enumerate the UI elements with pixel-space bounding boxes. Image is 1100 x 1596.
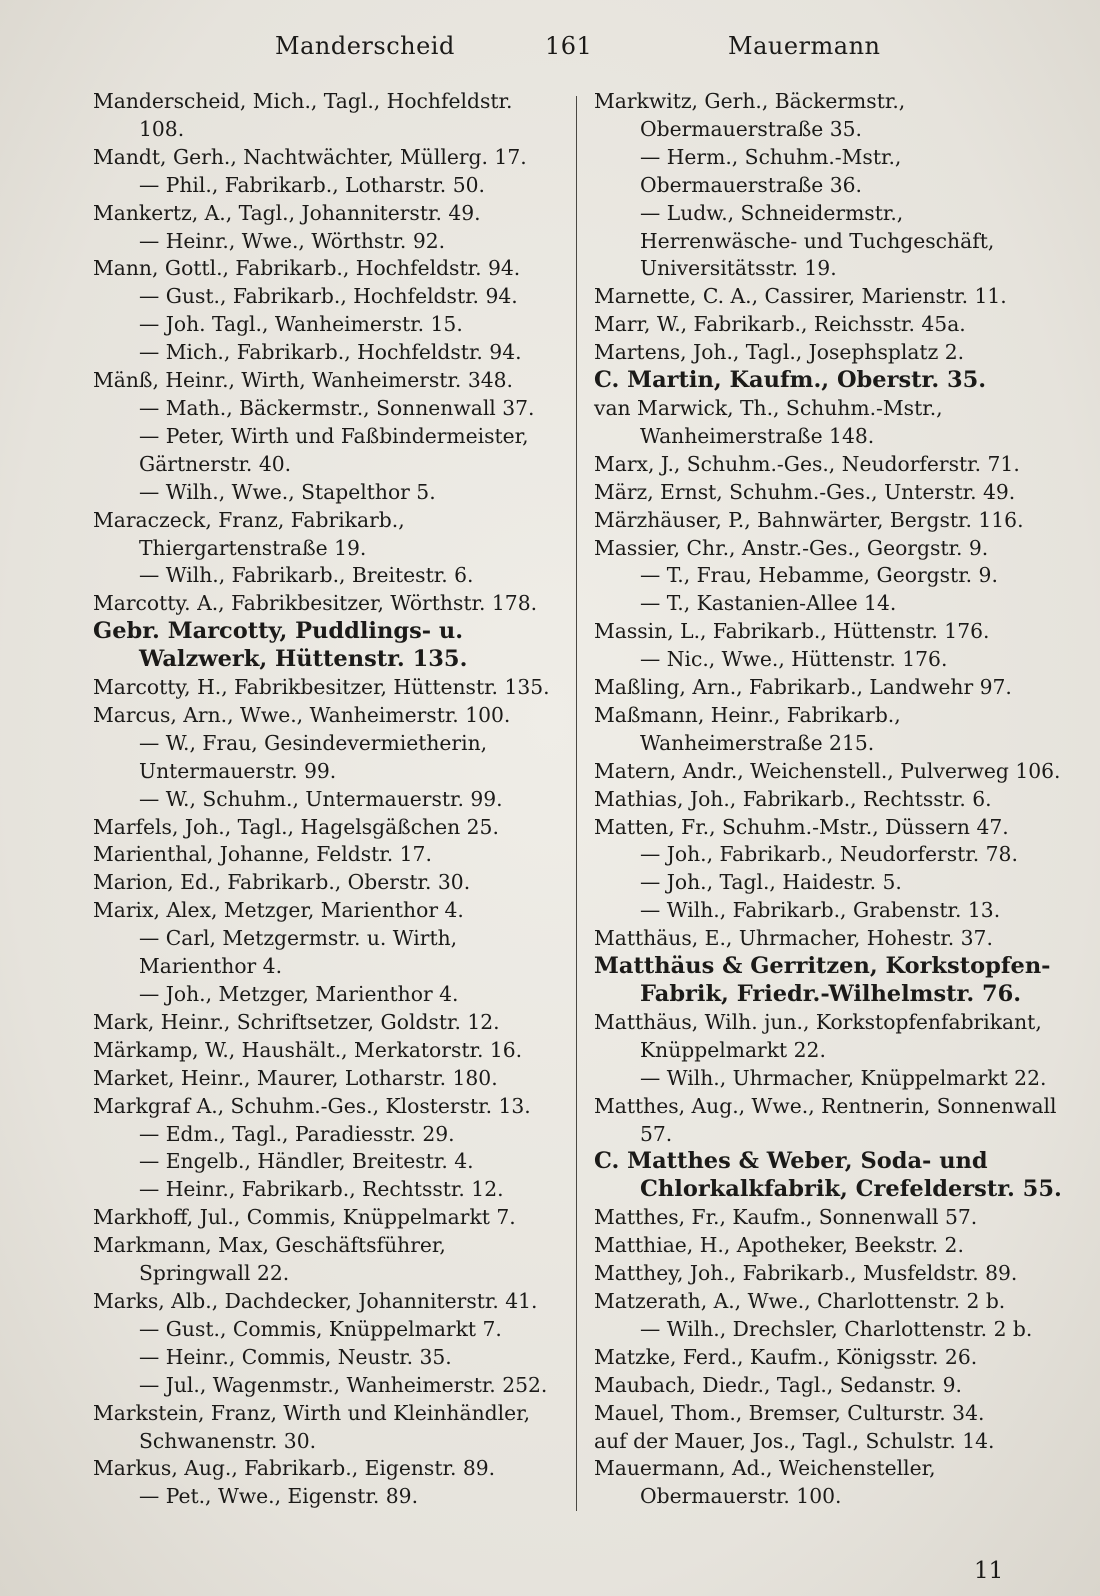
directory-entry: auf der Mauer, Jos., Tagl., Schulstr. 14. <box>594 1428 995 1453</box>
directory-entry: — Wilh., Uhrmacher, Knüppelmarkt 22. <box>640 1065 1047 1090</box>
directory-entry: Mandt, Gerh., Nachtwächter, Müllerg. 17. <box>93 144 527 169</box>
directory-entry: — Wilh., Drechsler, Charlottenstr. 2 b. <box>640 1316 1033 1341</box>
directory-entry: Matthäus & Gerritzen, Korkstopfen-Fabrik, Friedr.-Wilhelmstr. 76. <box>594 953 1051 1007</box>
directory-entry: — Wilh., Fabrikarb., Grabenstr. 13. <box>640 898 1001 923</box>
running-header <box>0 28 1100 68</box>
directory-entry: Maraczeck, Franz, Fabrikarb., Thiergartenstraße 19. <box>93 507 412 560</box>
directory-entry: — Ludw., Schneidermstr., Herrenwäsche- und Tuchgeschäft, Universitätsstr. 19. <box>640 200 1001 281</box>
column-divider <box>576 96 577 1511</box>
directory-entry: Massin, L., Fabrikarb., Hüttenstr. 176. <box>594 619 990 644</box>
directory-entry: Markus, Aug., Fabrikarb., Eigenstr. 89. <box>93 1456 496 1481</box>
directory-entry: Markstein, Franz, Wirth und Kleinhändler, Schwanenstr. 30. <box>93 1400 537 1453</box>
header-last-name: Mauermann <box>728 32 881 60</box>
directory-entry: Markgraf A., Schuhm.-Ges., Klosterstr. 13. <box>93 1093 531 1118</box>
directory-entry: — Mich., Fabrikarb., Hochfeldstr. 94. <box>139 340 522 365</box>
directory-entry: Matzke, Ferd., Kaufm., Königsstr. 26. <box>594 1344 978 1369</box>
directory-entry: — Joh., Metzger, Marienthor 4. <box>139 982 459 1006</box>
directory-entry: Gebr. Marcotty, Puddlings- u. Walzwerk, Hüttenstr. 135. <box>93 618 471 673</box>
directory-entry: Mathias, Joh., Fabrikarb., Rechtsstr. 6. <box>594 786 992 811</box>
directory-entry: März, Ernst, Schuhm.-Ges., Unterstr. 49. <box>594 479 1016 504</box>
signature-mark: 11 <box>974 1558 1004 1584</box>
directory-entry: — W., Schuhm., Untermauerstr. 99. <box>139 786 503 811</box>
directory-entry: Matthes, Aug., Wwe., Rentnerin, Sonnenwall 57. <box>594 1093 1063 1146</box>
directory-entry: Matthäus, Wilh. jun., Korkstopfenfabrikant, Knüppelmarkt 22. <box>594 1009 1049 1062</box>
directory-entry: Marcotty. A., Fabrikbesitzer, Wörthstr. 178. <box>93 591 538 616</box>
directory-entry: — Math., Bäckermstr., Sonnenwall 37. <box>139 395 535 420</box>
directory-entry: Matthey, Joh., Fabrikarb., Musfeldstr. 89. <box>594 1261 1018 1286</box>
directory-entry: — Wilh., Fabrikarb., Breitestr. 6. <box>139 563 474 588</box>
directory-entry: Marcus, Arn., Wwe., Wanheimerstr. 100. <box>93 702 511 727</box>
directory-entry: — Joh., Fabrikarb., Neudorferstr. 78. <box>640 842 1018 867</box>
directory-entry: Market, Heinr., Maurer, Lotharstr. 180. <box>93 1065 498 1090</box>
directory-entry: Matten, Fr., Schuhm.-Mstr., Düssern 47. <box>594 814 1009 839</box>
directory-entry: Märzhäuser, P., Bahnwärter, Bergstr. 116. <box>594 507 1024 532</box>
directory-entry: Marcotty, H., Fabrikbesitzer, Hüttenstr. 135. <box>93 675 550 700</box>
directory-entry: — T., Kastanien-Allee 14. <box>640 591 897 616</box>
directory-entry: — Gust., Commis, Knüppelmarkt 7. <box>139 1316 502 1341</box>
directory-entry: Marnette, C. A., Cassirer, Marienstr. 11. <box>594 284 1007 309</box>
directory-entry: Martens, Joh., Tagl., Josephsplatz 2. <box>594 340 965 365</box>
directory-entry: Markmann, Max, Geschäftsführer, Springwall 22. <box>93 1233 453 1286</box>
right-column <box>594 88 1062 1511</box>
directory-entry: Manderscheid, Mich., Tagl., Hochfeldstr. 108. <box>93 89 519 141</box>
directory-entry: Matthäus, E., Uhrmacher, Hohestr. 37. <box>594 926 993 951</box>
directory-entry: — Gust., Fabrikarb., Hochfeldstr. 94. <box>139 284 518 309</box>
directory-entry: Marienthal, Johanne, Feldstr. 17. <box>93 842 432 867</box>
directory-entry: — W., Frau, Gesindevermietherin, Untermauerstr. 99. <box>139 730 494 783</box>
directory-entry: Märkamp, W., Haushält., Merkatorstr. 16. <box>93 1037 523 1062</box>
directory-entry: Marx, J., Schuhm.-Ges., Neudorferstr. 71. <box>594 451 1020 476</box>
directory-entry: Markwitz, Gerh., Bäckermstr., Obermauerstraße 35. <box>594 89 912 141</box>
directory-entry: Marix, Alex, Metzger, Marienthor 4. <box>93 898 464 923</box>
directory-entry: C. Matthes & Weber, Soda- und Chlorkalkfabrik, Crefelderstr. 55. <box>594 1148 1062 1203</box>
directory-entry: Matthes, Fr., Kaufm., Sonnenwall 57. <box>594 1205 978 1230</box>
directory-entry: Marks, Alb., Dachdecker, Johanniterstr. 41. <box>93 1288 538 1313</box>
directory-entry: — Pet., Wwe., Eigenstr. 89. <box>139 1484 419 1509</box>
directory-entry: — T., Frau, Hebamme, Georgstr. 9. <box>640 563 998 588</box>
directory-entry: Matzerath, A., Wwe., Charlottenstr. 2 b. <box>594 1288 1006 1313</box>
directory-entry: — Nic., Wwe., Hüttenstr. 176. <box>640 647 948 672</box>
directory-entry: — Herm., Schuhm.-Mstr., Obermauerstraße 36. <box>640 144 908 197</box>
page-number: 161 <box>545 32 593 60</box>
directory-entry: — Peter, Wirth und Faßbindermeister, Gärtnerstr. 40. <box>139 423 536 476</box>
directory-entry: Maßling, Arn., Fabrikarb., Landwehr 97. <box>594 675 1012 700</box>
directory-entry: — Engelb., Händler, Breitestr. 4. <box>139 1149 474 1174</box>
header-first-name: Manderscheid <box>275 32 455 60</box>
directory-entry: Matthiae, H., Apotheker, Beekstr. 2. <box>594 1233 964 1258</box>
directory-entry: Maubach, Diedr., Tagl., Sedanstr. 9. <box>594 1372 963 1397</box>
directory-entry: — Joh., Tagl., Haidestr. 5. <box>640 870 902 895</box>
directory-entry: — Phil., Fabrikarb., Lotharstr. 50. <box>139 172 485 197</box>
directory-entry: — Heinr., Fabrikarb., Rechtsstr. 12. <box>139 1177 504 1202</box>
directory-entry: Markhoff, Jul., Commis, Knüppelmarkt 7. <box>93 1205 516 1230</box>
directory-entry: Mauel, Thom., Bremser, Culturstr. 34. <box>594 1400 985 1425</box>
directory-entry: Mann, Gottl., Fabrikarb., Hochfeldstr. 94. <box>93 256 521 281</box>
directory-entry: — Heinr., Wwe., Wörthstr. 92. <box>139 228 446 253</box>
directory-entry: Mänß, Heinr., Wirth, Wanheimerstr. 348. <box>93 368 513 393</box>
directory-entry: Mankertz, A., Tagl., Johanniterstr. 49. <box>93 200 481 225</box>
directory-entry: — Jul., Wagenmstr., Wanheimerstr. 252. <box>139 1372 548 1397</box>
directory-entry: Massier, Chr., Anstr.-Ges., Georgstr. 9. <box>594 535 989 560</box>
directory-entry: Matern, Andr., Weichenstell., Pulverweg 106. <box>594 758 1061 783</box>
directory-entry: van Marwick, Th., Schuhm.-Mstr., Wanheimerstraße 148. <box>594 395 950 448</box>
directory-entry: — Wilh., Wwe., Stapelthor 5. <box>139 479 436 504</box>
directory-entry: Maßmann, Heinr., Fabrikarb., Wanheimerstraße 215. <box>594 702 908 755</box>
directory-entry: Marion, Ed., Fabrikarb., Oberstr. 30. <box>93 870 471 895</box>
directory-entry: Mauermann, Ad., Weichensteller, Obermauerstr. 100. <box>594 1456 942 1509</box>
directory-entry: Mark, Heinr., Schriftsetzer, Goldstr. 12. <box>93 1009 500 1034</box>
directory-entry: C. Martin, Kaufm., Oberstr. 35. <box>594 367 987 394</box>
directory-entry: — Heinr., Commis, Neustr. 35. <box>139 1344 452 1369</box>
directory-entry: Marr, W., Fabrikarb., Reichsstr. 45a. <box>594 312 966 337</box>
directory-entry: Marfels, Joh., Tagl., Hagelsgäßchen 25. <box>93 814 499 839</box>
directory-entry: — Joh. Tagl., Wanheimerstr. 15. <box>139 312 463 337</box>
directory-entry: — Carl, Metzgermstr. u. Wirth, Marienthor 4. <box>139 926 464 979</box>
directory-entry: — Edm., Tagl., Paradiesstr. 29. <box>139 1121 455 1146</box>
left-column <box>93 88 561 1511</box>
